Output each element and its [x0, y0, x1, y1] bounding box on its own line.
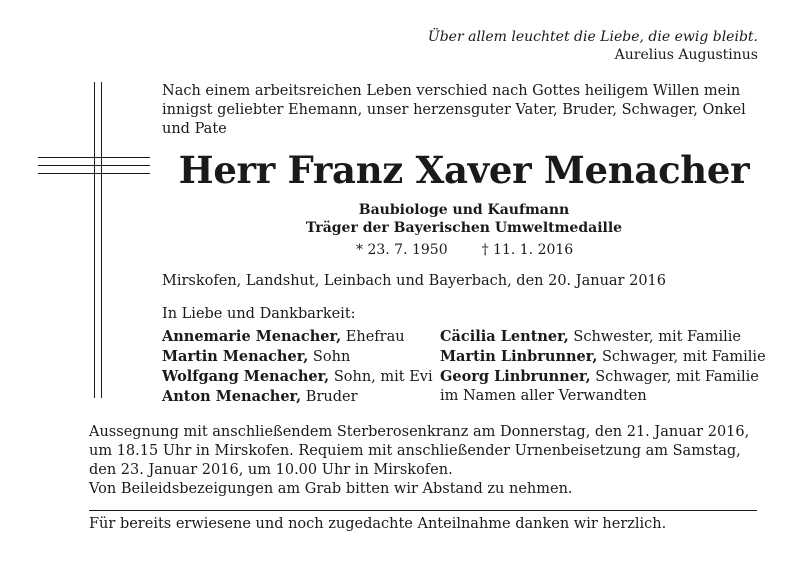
- mourner-row: Martin Menacher, Sohn: [162, 348, 351, 365]
- death-date: † 11. 1. 2016: [481, 242, 574, 258]
- funeral-info: [89, 423, 769, 499]
- condolence-text: Von Beileidsbezeigungen am Grab bitten wir Abstand zu nehmen.: [89, 481, 573, 497]
- closing-text: Für bereits erwiesene und noch zugedachte Anteilnahme danken wir herzlich.: [89, 516, 667, 532]
- cross-icon: [94, 82, 102, 398]
- mourner-row: Annemarie Menacher, Ehefrau: [162, 328, 405, 345]
- profession: Baubiologe und Kaufmann: [358, 202, 570, 218]
- thanks-heading: In Liebe und Dankbarkeit:: [162, 306, 356, 322]
- mourner-row: im Namen aller Verwandten: [440, 388, 647, 404]
- mourners-right: [440, 327, 766, 406]
- birth-date: * 23. 7. 1950: [356, 242, 448, 258]
- honor: Träger der Bayerischen Umweltmedaille: [305, 220, 623, 236]
- quote-text: Über allem leuchtet die Liebe, die ewig bleibt.: [427, 29, 758, 45]
- mourners-left: [162, 327, 433, 407]
- mourner-row: Georg Linbrunner, Schwager, mit Familie: [440, 368, 759, 385]
- life-dates: [356, 242, 573, 258]
- intro-text: Nach einem arbeitsreichen Leben verschied nach Gottes heiligem Willen mein innigst geliebter Ehemann, unser herzensguter Vater, Bruder, Schwager, Onkel und Pate: [162, 83, 746, 137]
- mourner-row: Wolfgang Menacher, Sohn, mit Evi: [162, 368, 433, 385]
- place-date: Mirskofen, Landshut, Leinbach und Bayerbach, den 20. Januar 2016: [162, 273, 666, 289]
- mourner-row: Anton Menacher, Bruder: [162, 388, 358, 405]
- quote-author: Aurelius Augustinus: [614, 47, 758, 63]
- divider: [89, 510, 757, 511]
- mourner-row: Martin Linbrunner, Schwager, mit Familie: [440, 348, 766, 365]
- mourner-row: Cäcilia Lentner, Schwester, mit Familie: [440, 328, 741, 345]
- funeral-text: Aussegnung mit anschließendem Sterberosenkranz am Donnerstag, den 21. Januar 2016, um 18.15 Uhr in Mirskofen. Requiem mit anschließender Urnenbeisetzung am Samstag, den 23. Januar 2016, um 10.00 Uhr in Mirskofen.: [89, 424, 750, 478]
- deceased-name: Herr Franz Xaver Menacher: [178, 148, 750, 192]
